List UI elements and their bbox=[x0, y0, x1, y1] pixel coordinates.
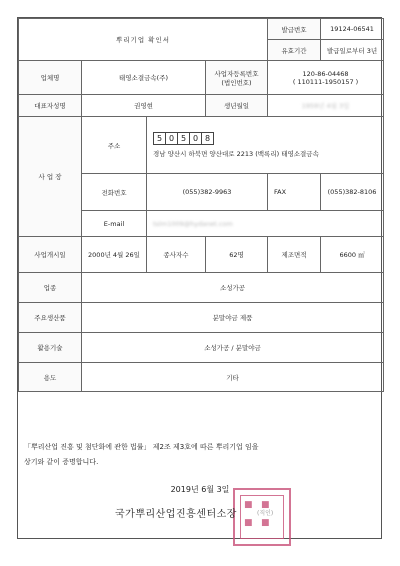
employee-count: 62명 bbox=[206, 237, 268, 273]
usage-label: 용도 bbox=[19, 363, 82, 392]
email: tslm1009@hydanet.com bbox=[147, 211, 384, 237]
phone-number: (055)382-9963 bbox=[147, 174, 268, 211]
postal-digit: 0 bbox=[165, 132, 178, 145]
business-number-label-line1: 사업자등록번호 bbox=[214, 69, 259, 78]
issue-date: 2019년 6월 3일 bbox=[170, 485, 230, 494]
validity-period: 발급일로부터 3년 bbox=[321, 40, 384, 61]
birthdate-label: 생년월일 bbox=[206, 95, 268, 117]
business-registration-number: 120-86-04468 bbox=[302, 69, 349, 78]
official-seal-stamp: ■ ■ ■ ■ bbox=[233, 488, 291, 546]
business-number bbox=[268, 61, 384, 95]
postal-digit: 5 bbox=[177, 132, 190, 145]
postal-digit: 8 bbox=[201, 132, 214, 145]
business-number-label bbox=[206, 61, 268, 95]
postal-code-boxes bbox=[153, 132, 213, 145]
validity-label: 유효기간 bbox=[268, 40, 321, 61]
address: 경남 양산시 하북면 양산대로 2213 (백록리) 태영소결금속 bbox=[153, 150, 319, 158]
fax-number: (055)382-8106 bbox=[321, 174, 384, 211]
main-products-value: 분말야금 제품 bbox=[82, 303, 384, 333]
start-date: 2000년 4월 26일 bbox=[82, 237, 147, 273]
birthdate: 1959년 4월 3일 bbox=[268, 95, 384, 117]
technology-label: 활용기술 bbox=[19, 333, 82, 363]
area-label: 제조면적 bbox=[268, 237, 321, 273]
start-date-label: 사업개시일 bbox=[19, 237, 82, 273]
main-products-label: 주요생산품 bbox=[19, 303, 82, 333]
issuer-name: 국가뿌리산업진흥센터소장 bbox=[115, 509, 237, 520]
usage-value: 기타 bbox=[82, 363, 384, 392]
industry-label: 업종 bbox=[19, 273, 82, 303]
email-label: E-mail bbox=[82, 211, 147, 237]
manufacturing-area: 6600 ㎡ bbox=[321, 237, 384, 273]
document-title: 뿌리기업 확인서 bbox=[19, 19, 268, 61]
issue-number: 19124-06541 bbox=[321, 19, 384, 40]
address-label: 주소 bbox=[82, 117, 147, 174]
fax-label: FAX bbox=[268, 174, 321, 211]
seal-placeholder-text: (직인) bbox=[257, 510, 274, 517]
postal-digit: 5 bbox=[153, 132, 166, 145]
address-cell bbox=[147, 117, 384, 174]
industry-value: 소성가공 bbox=[82, 273, 384, 303]
business-number-label-line2: (법인번호) bbox=[221, 78, 252, 87]
corporate-number: ( 110111-1950157 ) bbox=[292, 77, 359, 86]
certification-statement bbox=[24, 440, 364, 470]
issue-number-label: 발급번호 bbox=[268, 19, 321, 40]
site-label: 사 업 장 bbox=[19, 117, 82, 237]
postal-digit: 0 bbox=[189, 132, 202, 145]
statement-line-1: 「뿌리산업 진흥 및 첨단화에 관한 법률」 제2조 제3호에 따른 뿌리기업 임을 bbox=[24, 443, 259, 451]
employees-label: 종사자수 bbox=[147, 237, 206, 273]
company-name: 태영소결금속(주) bbox=[82, 61, 206, 95]
certificate-table bbox=[18, 18, 384, 392]
statement-line-2: 상기와 같이 증명합니다. bbox=[24, 458, 99, 466]
company-name-label: 업체명 bbox=[19, 61, 82, 95]
phone-label: 전화번호 bbox=[82, 174, 147, 211]
representative-label: 대표자성명 bbox=[19, 95, 82, 117]
representative-name: 권영현 bbox=[82, 95, 206, 117]
technology-value: 소성가공 / 분말야금 bbox=[82, 333, 384, 363]
